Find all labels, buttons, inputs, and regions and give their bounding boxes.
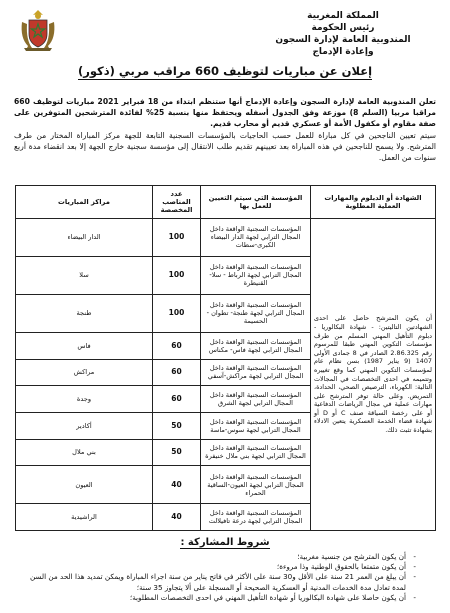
posts-cell: 50 <box>153 439 201 466</box>
table-row <box>16 219 436 257</box>
institution-cell: المؤسسات السجنية الواقعة داخل المجال الترابي لجهة الدار البيضاء الكبرى-سطات <box>201 219 311 257</box>
header-reintegration: وإعادة الإدماج <box>312 47 374 57</box>
intro-paragraph-1: تعلن المندوبية العامة لإدارة السجون وإعادة الإدماج أنها ستنظم ابتداء من 18 فبراير 2021 مباريات لتوظيف 660 مراقبا مربيا (السلم 8) موزعة وفق الجدول أسفله ويحتفظ منها بنسبة 25% لفائدة المترشحين المتوفرين على صفة مقاوم أو مكفول الأمة أو عسكري قديم أو محارب قديم. <box>14 97 436 128</box>
institution-cell: المؤسسات السجنية الواقعة داخل المجال الترابي لجهة الرباط - سلا- القنيطرة <box>201 256 311 294</box>
center-cell: مراكش <box>16 359 153 386</box>
header-institution: المؤسسة التي سيتم التعيين للعمل بها <box>201 186 311 219</box>
list-item: - أن يكون المترشح من جنسية مغربية؛ <box>30 552 416 562</box>
posts-cell: 100 <box>153 256 201 294</box>
posts-cell: 60 <box>153 359 201 386</box>
coat-of-arms-icon <box>16 8 60 52</box>
institution-cell: المؤسسات السجنية الواقعة داخل المجال الترابي لجهة فاس- مكناس <box>201 332 311 359</box>
center-cell: وجدة <box>16 386 153 413</box>
institution-cell: المؤسسات السجنية الواقعة داخل المجال الترابي لجهة مراكش-آسفي <box>201 359 311 386</box>
posts-cell: 40 <box>153 504 201 531</box>
header-kingdom: المملكة المغربية <box>307 11 379 21</box>
conditions-list <box>30 552 416 603</box>
center-cell: أكادير <box>16 412 153 439</box>
conditions-title: شروط المشاركة : <box>180 537 270 548</box>
requirements-cell: أن يكون المترشح حاصل على احدى الشهادتين التاليتين: - شهادة البكالوريا - دبلوم التأهيل المهني المسلم من طرف مؤسسات التكوين المهني طبقا للمرسوم رقم 2.86.325 الصادر في 8 جمادى الأولى 1407 (9 يناير 1987) بسن نظام عام لمؤسسات التكوين المهني كما وقع تغييره وتتميمه في احدى التخصصات في المجالات التالية: الكهرباء، الترصيص الصحي، الحدادة، التمريض. وعلى حالة توفر المترشح على مهارات عملية في مجال الرياضات الدفاعية أو على رخصة السياقة صنف C أو D أو شهادة قضاء الخدمة العسكرية يتعين الادلاء بشهادة تثبت ذلك. <box>311 219 436 531</box>
institution-cell: المؤسسات السجنية الواقعة داخل المجال الترابي لجهة سوس-ماسة <box>201 412 311 439</box>
intro-text <box>14 96 436 164</box>
posts-cell: 40 <box>153 466 201 504</box>
table-header-row <box>16 186 436 219</box>
posts-cell: 100 <box>153 294 201 332</box>
posts-cell: 60 <box>153 332 201 359</box>
institution-cell: المؤسسات السجنية الواقعة داخل المجال الترابي لجهة بني ملال خنيفرة <box>201 439 311 466</box>
center-cell: بني ملال <box>16 439 153 466</box>
center-cell: فاس <box>16 332 153 359</box>
institution-cell: المؤسسات السجنية الواقعة داخل المجال الترابي لجهة الشرق <box>201 386 311 413</box>
institution-cell: المؤسسات السجنية الواقعة داخل المجال الترابي لجهة طنجة- تطوان - الحسيمة <box>201 294 311 332</box>
list-item: - أن يبلغ من العمر 21 سنة على الأقل و30 سنة على الأكثر في فاتح يناير من سنة اجراء المباراة ويمكن تمديد هذا الحد من السن لمدة تعادل مدة الخدمات المدنية أو العسكرية الصحيحة أو المسجلة على ألا يتجاوز 35 سنة؛ <box>30 572 416 592</box>
posts-cell: 100 <box>153 219 201 257</box>
header-prisons: المندوبية العامة لإدارة السجون <box>275 35 411 45</box>
header-center: مراكز المباريات <box>16 186 153 219</box>
posts-cell: 60 <box>153 386 201 413</box>
institution-cell: المؤسسات السجنية الواقعة داخل المجال الترابي لجهة العيون-الساقية الحمراء <box>201 466 311 504</box>
positions-table <box>15 185 436 531</box>
list-item: - أن يكون متمتعا بالحقوق الوطنية وذا مروءة؛ <box>30 562 416 572</box>
posts-cell: 50 <box>153 412 201 439</box>
center-cell: الدار البيضاء <box>16 219 153 257</box>
header-posts: عدد المناصب المخصصة <box>153 186 201 219</box>
header-government: رئيس الحكومة <box>311 23 375 33</box>
center-cell: سلا <box>16 256 153 294</box>
institution-cell: المؤسسات السجنية الواقعة داخل المجال الترابي لجهة درعة تافيلالت <box>201 504 311 531</box>
center-cell: العيون <box>16 466 153 504</box>
announcement-title: إعلان عن مباريات لتوظيف 660 مراقب مربي (ذكور) <box>77 64 373 78</box>
intro-paragraph-2: سيتم تعيين الناجحين في كل مباراة للعمل حسب الحاجيات بالمؤسسات السجنية التابعة للجهة مركز المباراة المختار من طرف المترشح. ولا يسمح للناجحين في هذه المباراة بعد تعيينهم تقديم طلب الانتقال إلى مؤسسة سجنية خارج الجهة إلا بعد انقضاء مدة أربع سنوات من العمل. <box>14 131 436 162</box>
center-cell: الراشيدية <box>16 504 153 531</box>
issuer-header <box>258 10 428 58</box>
header-requirements: الشهادة أو الدبلوم والمهارات العملية المطلوبة <box>311 186 436 219</box>
list-item: - أن يكون حاصلا على شهادة البكالوريا أو شهادة التأهيل المهني في احدى التخصصات المطلوبة؛ <box>30 593 416 603</box>
center-cell: طنجة <box>16 294 153 332</box>
